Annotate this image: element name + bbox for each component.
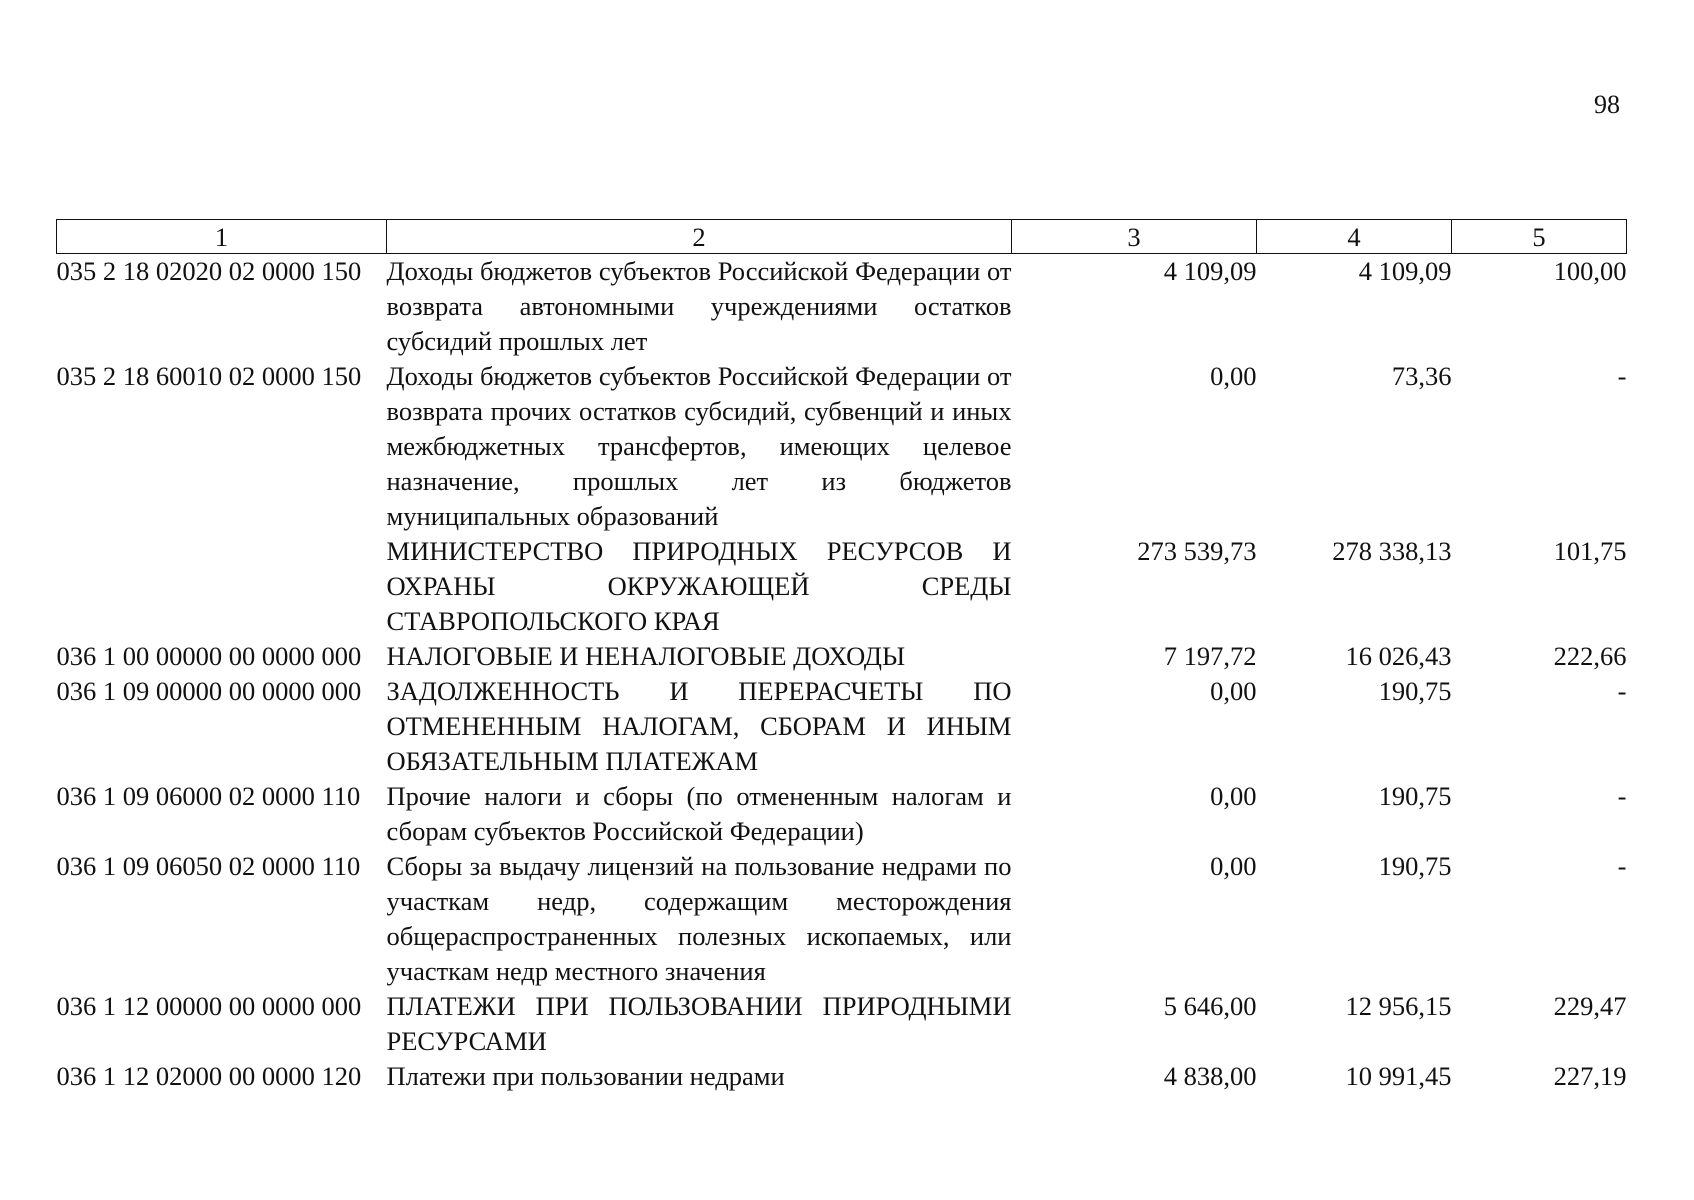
row-col4: 12 956,15 bbox=[1345, 991, 1452, 1021]
table-header bbox=[57, 220, 1627, 254]
row-col4: 190,75 bbox=[1378, 851, 1452, 881]
row-col4: 278 338,13 bbox=[1332, 536, 1452, 566]
table-row bbox=[57, 639, 1627, 674]
table-row bbox=[57, 254, 1627, 360]
row-col3: 0,00 bbox=[1210, 361, 1257, 391]
header-col-1: 1 bbox=[57, 220, 387, 254]
row-col3: 273 539,73 bbox=[1137, 536, 1257, 566]
row-col3: 4 109,09 bbox=[1163, 256, 1257, 286]
row-col4: 10 991,45 bbox=[1345, 1061, 1452, 1091]
header-col-2: 2 bbox=[387, 220, 1012, 254]
table-row bbox=[57, 849, 1627, 989]
row-code: 036 1 00 00000 00 0000 000 bbox=[56, 641, 362, 671]
row-col5: 100,00 bbox=[1553, 256, 1627, 286]
row-name: Платежи при пользовании недрами bbox=[386, 1061, 785, 1091]
row-name: Прочие налоги и сборы (по отмененным налогам и сборам субъектов Российской Федерации) bbox=[386, 781, 1012, 846]
row-col4: 73,36 bbox=[1391, 361, 1452, 391]
header-col-3: 3 bbox=[1012, 220, 1257, 254]
row-code: 035 2 18 60010 02 0000 150 bbox=[56, 361, 362, 391]
header-row bbox=[57, 220, 1627, 254]
table-row bbox=[57, 1059, 1627, 1094]
budget-table bbox=[56, 219, 1627, 1094]
row-col5: 101,75 bbox=[1553, 536, 1627, 566]
row-col4: 16 026,43 bbox=[1345, 641, 1452, 671]
row-col5: - bbox=[1617, 781, 1627, 811]
row-col5: 227,19 bbox=[1553, 1061, 1627, 1091]
row-name: ЗАДОЛЖЕННОСТЬ И ПЕРЕРАСЧЕТЫ ПО ОТМЕНЕННЫМ НАЛОГАМ, СБОРАМ И ИНЫМ ОБЯЗАТЕЛЬНЫМ ПЛАТЕЖАМ bbox=[386, 676, 1012, 776]
row-col4: 190,75 bbox=[1378, 676, 1452, 706]
table-row bbox=[57, 534, 1627, 639]
table-body bbox=[57, 254, 1627, 1095]
row-code: 036 1 12 02000 00 0000 120 bbox=[56, 1061, 362, 1091]
row-col5: - bbox=[1617, 851, 1627, 881]
row-name: Доходы бюджетов субъектов Российской Федерации от возврата автономными учреждениями остатков субсидий прошлых лет bbox=[386, 256, 1012, 356]
row-col5: - bbox=[1617, 676, 1627, 706]
row-col3: 4 838,00 bbox=[1163, 1061, 1257, 1091]
row-name: НАЛОГОВЫЕ И НЕНАЛОГОВЫЕ ДОХОДЫ bbox=[386, 641, 906, 671]
header-col-4: 4 bbox=[1257, 220, 1452, 254]
row-code: 035 2 18 02020 02 0000 150 bbox=[56, 256, 362, 286]
row-name: Доходы бюджетов субъектов Российской Федерации от возврата прочих остатков субсидий, субвенций и иных межбюджетных трансфертов, имеющих целевое назначение, прошлых лет из бюджетов муниципальных образований bbox=[386, 361, 1012, 531]
row-col3: 0,00 bbox=[1210, 781, 1257, 811]
row-name: ПЛАТЕЖИ ПРИ ПОЛЬЗОВАНИИ ПРИРОДНЫМИ РЕСУРСАМИ bbox=[386, 991, 1012, 1056]
row-name: МИНИСТЕРСТВО ПРИРОДНЫХ РЕСУРСОВ И ОХРАНЫ ОКРУЖАЮЩЕЙ СРЕДЫ СТАВРОПОЛЬСКОГО КРАЯ bbox=[386, 536, 1012, 636]
row-col4: 4 109,09 bbox=[1358, 256, 1452, 286]
table-row bbox=[57, 989, 1627, 1059]
row-code: 036 1 09 06050 02 0000 110 bbox=[56, 851, 361, 881]
table-row bbox=[57, 779, 1627, 849]
row-col5: 229,47 bbox=[1553, 991, 1627, 1021]
row-col3: 5 646,00 bbox=[1163, 991, 1257, 1021]
row-col5: 222,66 bbox=[1553, 641, 1627, 671]
row-code: 036 1 09 06000 02 0000 110 bbox=[56, 781, 361, 811]
row-col4: 190,75 bbox=[1378, 781, 1452, 811]
table-row bbox=[57, 674, 1627, 779]
row-col3: 7 197,72 bbox=[1163, 641, 1257, 671]
row-col3: 0,00 bbox=[1210, 851, 1257, 881]
row-code bbox=[57, 534, 387, 639]
row-name: Сборы за выдачу лицензий на пользование недрами по участкам недр, содержащим месторождения общераспространенных полезных ископаемых, или участкам недр местного значения bbox=[386, 851, 1012, 986]
table-row bbox=[57, 359, 1627, 534]
row-code: 036 1 09 00000 00 0000 000 bbox=[56, 676, 362, 706]
row-col5: - bbox=[1617, 361, 1627, 391]
header-col-5: 5 bbox=[1452, 220, 1627, 254]
row-col3: 0,00 bbox=[1210, 676, 1257, 706]
page-number: 98 bbox=[1594, 90, 1620, 119]
row-code: 036 1 12 00000 00 0000 000 bbox=[56, 991, 362, 1021]
